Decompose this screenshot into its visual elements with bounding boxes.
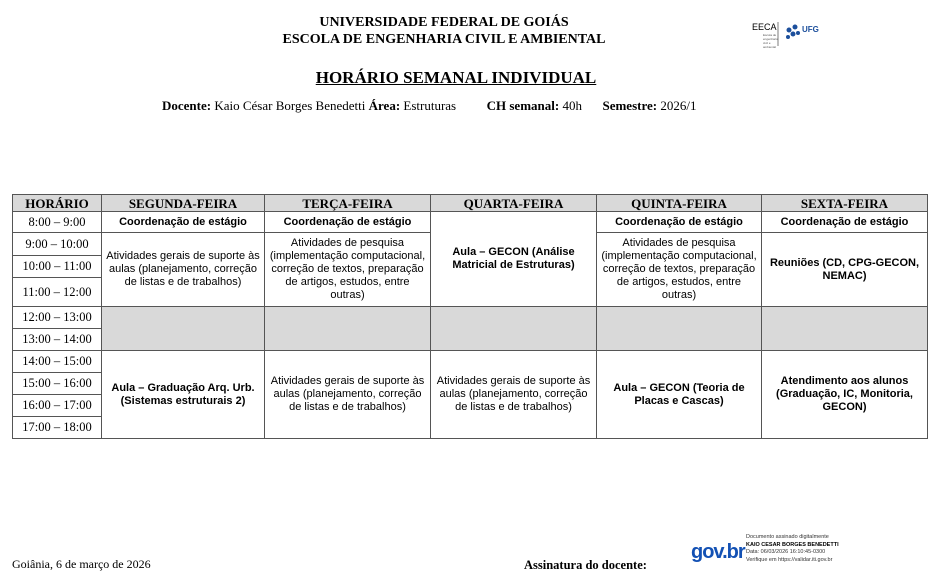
qua-tarde: Atividades gerais de suporte às aulas (planejamento, correção de listas e de trabalhos) — [431, 351, 597, 439]
university-name: UNIVERSIDADE FEDERAL DE GOIÁS — [319, 15, 569, 30]
qui-coord: Coordenação de estágio — [597, 212, 762, 233]
table-row — [13, 212, 928, 233]
sex-tarde: Atendimento aos alunos (Graduação, IC, Monitoria, GECON) — [762, 351, 928, 439]
schedule-table — [12, 194, 928, 439]
header-quarta: QUARTA-FEIRA — [431, 195, 597, 212]
ch-label: CH semanal: — [486, 98, 560, 113]
lunch-cell — [762, 307, 928, 351]
docente-value: Kaio César Borges Benedetti — [214, 98, 366, 113]
header-horario: HORÁRIO — [13, 195, 102, 212]
header-segunda: SEGUNDA-FEIRA — [102, 195, 265, 212]
lunch-cell — [102, 307, 265, 351]
teacher-info — [162, 98, 696, 114]
time-cell: 10:00 – 11:00 — [13, 256, 102, 278]
area-value: Estruturas — [403, 98, 457, 113]
lunch-cell — [431, 307, 597, 351]
eeca-ufg-logo — [752, 18, 837, 50]
eeca-logo-text: EECA — [752, 22, 777, 32]
sex-coord: Coordenação de estágio — [762, 212, 928, 233]
time-cell: 16:00 – 17:00 — [13, 395, 102, 417]
table-header-row — [13, 195, 928, 212]
seg-manha: Atividades gerais de suporte às aulas (planejamento, correção de listas e de trabalhos) — [102, 233, 265, 307]
ter-tarde: Atividades gerais de suporte às aulas (planejamento, correção de listas e de trabalhos) — [265, 351, 431, 439]
time-cell: 15:00 – 16:00 — [13, 373, 102, 395]
lunch-cell — [597, 307, 762, 351]
school-name: ESCOLA DE ENGENHARIA CIVIL E AMBIENTAL — [282, 32, 606, 47]
header-quinta: QUINTA-FEIRA — [597, 195, 762, 212]
qui-tarde: Aula – GECON (Teoria de Placas e Cascas) — [597, 351, 762, 439]
qui-manha: Atividades de pesquisa (implementação computacional, correção de textos, preparação de artigos, estudos, entre outras) — [597, 233, 762, 307]
area-label: Área: — [368, 98, 401, 113]
lunch-cell — [265, 307, 431, 351]
time-cell: 13:00 – 14:00 — [13, 329, 102, 351]
eeca-logo-subtitle: Escola de engenharia civil e ambiental — [763, 33, 779, 49]
semestre-value: 2026/1 — [660, 98, 697, 113]
ter-coord: Coordenação de estágio — [265, 212, 431, 233]
seg-tarde: Aula – Graduação Arq. Urb. (Sistemas estruturais 2) — [102, 351, 265, 439]
header-sexta: SEXTA-FEIRA — [762, 195, 928, 212]
ter-manha: Atividades de pesquisa (implementação computacional, correção de textos, preparação de artigos, estudos, entre outras) — [265, 233, 431, 307]
header-terca: TERÇA-FEIRA — [265, 195, 431, 212]
time-cell: 9:00 – 10:00 — [13, 233, 102, 256]
time-cell: 12:00 – 13:00 — [13, 307, 102, 329]
qua-manha: Aula – GECON (Análise Matricial de Estruturas) — [431, 212, 597, 307]
digital-signature-stamp — [746, 534, 839, 564]
govbr-logo-text: gov.br — [691, 541, 745, 563]
time-cell: 8:00 – 9:00 — [13, 212, 102, 233]
table-row — [13, 351, 928, 373]
semestre-label: Semestre: — [602, 98, 658, 113]
table-row — [13, 307, 928, 329]
signature-name: KAIO CESAR BORGES BENEDETTI — [746, 541, 839, 548]
time-cell: 11:00 – 12:00 — [13, 278, 102, 307]
signature-date: Data: 06/03/2026 16:10:45-0300 — [746, 549, 826, 555]
signature-line1: Documento assinado digitalmente — [746, 534, 829, 540]
ch-value: 40h — [562, 98, 582, 113]
page-title: HORÁRIO SEMANAL INDIVIDUAL — [315, 68, 597, 87]
signature-label: Assinatura do docente: — [524, 558, 647, 572]
govbr-logo — [691, 541, 745, 564]
docente-label: Docente: — [162, 98, 212, 113]
seg-coord: Coordenação de estágio — [102, 212, 265, 233]
ufg-logo-text: UFG — [802, 25, 819, 34]
time-cell: 14:00 – 15:00 — [13, 351, 102, 373]
document-date: Goiânia, 6 de março de 2026 — [12, 557, 151, 571]
sex-manha: Reuniões (CD, CPG-GECON, NEMAC) — [762, 233, 928, 307]
time-cell: 17:00 – 18:00 — [13, 417, 102, 439]
signature-verify: Verifique em https://validar.iti.gov.br — [746, 556, 833, 563]
